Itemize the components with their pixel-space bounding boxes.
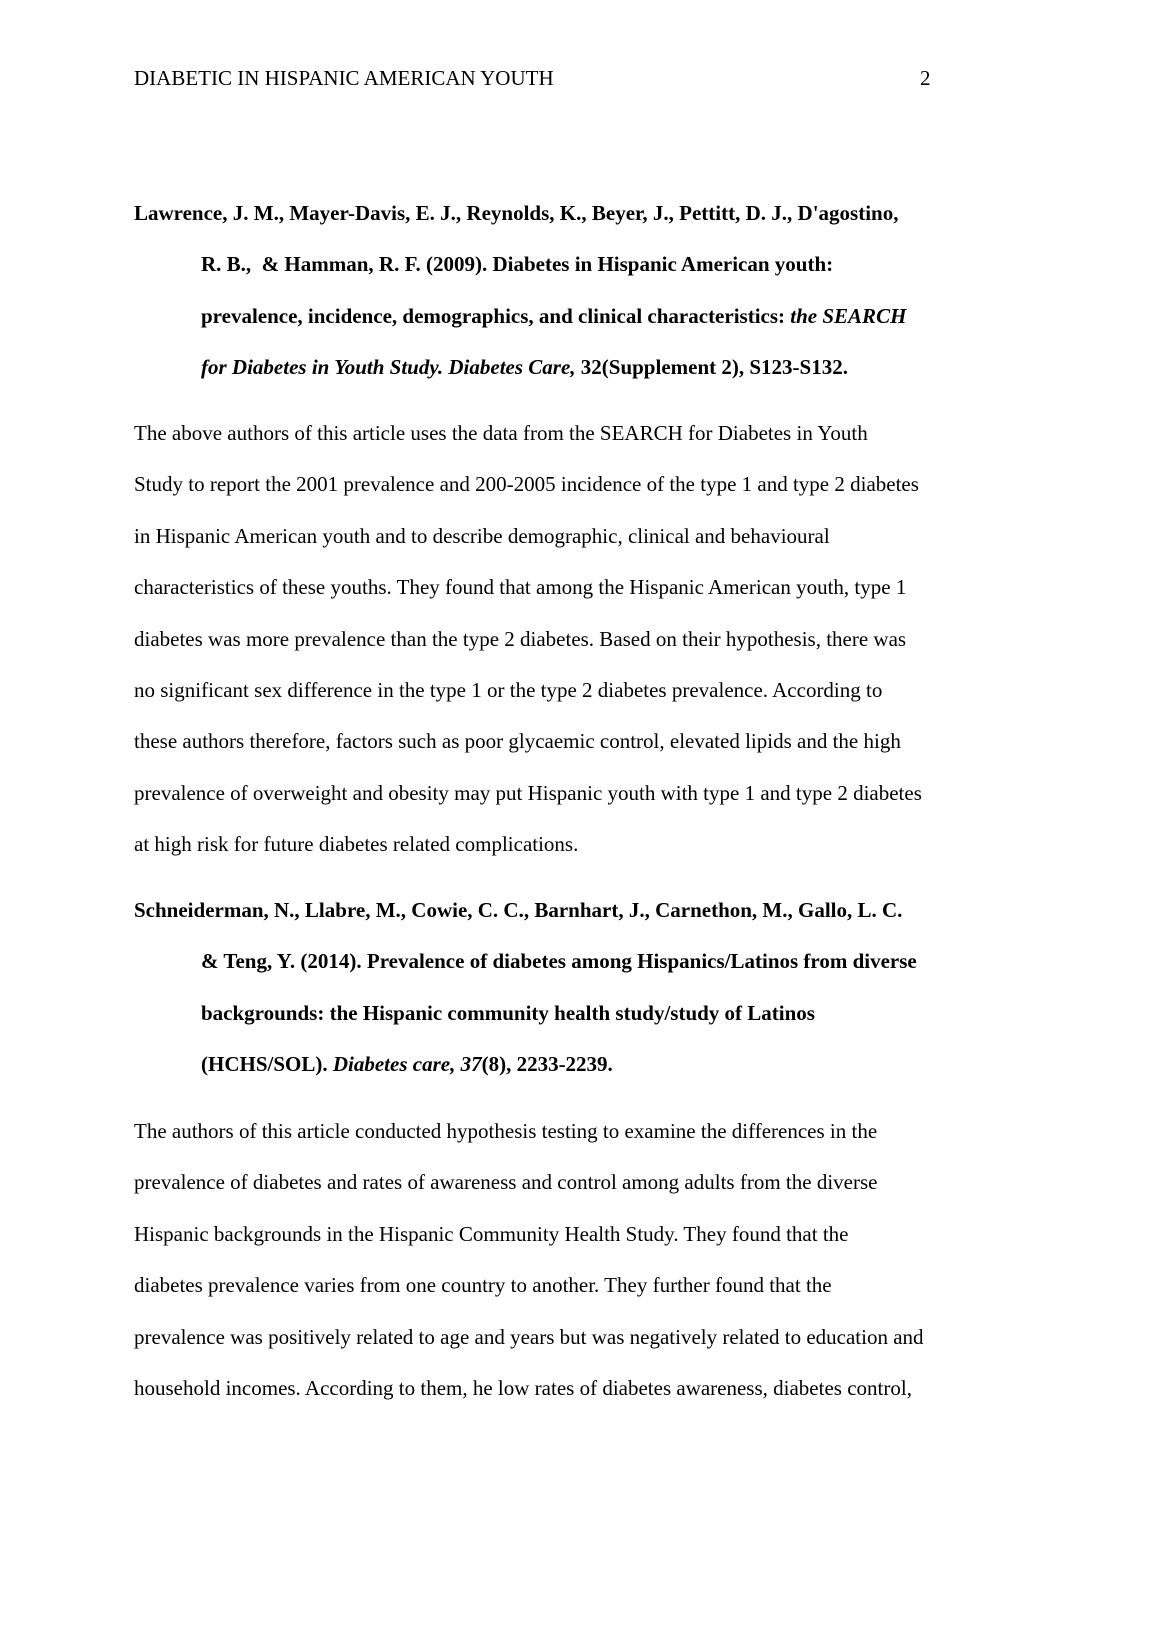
text-line xyxy=(134,885,1034,936)
text-line xyxy=(134,716,1034,767)
text-line xyxy=(134,342,1034,393)
text-line xyxy=(134,562,1034,613)
text-line xyxy=(134,511,1034,562)
running-head: DIABETIC IN HISPANIC AMERICAN YOUTH xyxy=(134,66,554,90)
text-span: prevalence was positively related to age and years but was negatively related to education and xyxy=(134,1324,924,1349)
text-line xyxy=(134,614,1034,665)
text-span: backgrounds: the Hispanic community health study/study of Latinos xyxy=(201,1000,815,1025)
text-line xyxy=(134,1039,1034,1090)
text-span: R. B., & Hamman, R. F. (2009). Diabetes in Hispanic American youth: xyxy=(201,252,834,277)
text-line xyxy=(134,408,1034,459)
italic-text: for Diabetes in Youth Study. Diabetes Care, xyxy=(201,355,576,380)
text-span: The authors of this article conducted hypothesis testing to examine the differences in the xyxy=(134,1119,878,1143)
text-line xyxy=(134,188,1034,239)
text-span: diabetes was more prevalence than the type 2 diabetes. Based on their hypothesis, there was xyxy=(134,626,907,651)
italic-text: Diabetes care, 37 xyxy=(332,1052,482,1077)
text-line xyxy=(134,988,1034,1039)
text-line xyxy=(134,1157,1034,1208)
text-span: no significant sex difference in the type 1 or the type 2 diabetes prevalence. According to xyxy=(134,677,883,702)
text-span: these authors therefore, factors such as poor glycaemic control, elevated lipids and the high xyxy=(134,729,901,754)
text-span: The above authors of this article uses the data from the SEARCH for Diabetes in Youth xyxy=(134,421,868,445)
text-span: 32(Supplement 2), S123-S132. xyxy=(575,355,848,380)
text-line xyxy=(134,459,1034,510)
reference-lawrence-2009 xyxy=(134,188,1034,394)
text-span: Schneiderman, N., Llabre, M., Cowie, C. C., Barnhart, J., Carnethon, M., Gallo, L. C. xyxy=(134,898,903,922)
text-span: (8), 2233-2239. xyxy=(481,1052,613,1077)
text-line xyxy=(134,768,1034,819)
text-span: & Teng, Y. (2014). Prevalence of diabetes among Hispanics/Latinos from diverse xyxy=(201,949,917,974)
text-span: prevalence of diabetes and rates of awareness and control among adults from the diverse xyxy=(134,1170,878,1195)
text-span: (HCHS/SOL). xyxy=(201,1052,333,1077)
summary-paragraph-lawrence xyxy=(134,408,1034,871)
reference-schneiderman-2014 xyxy=(134,885,1034,1091)
text-span: Study to report the 2001 prevalence and 200-2005 incidence of the type 1 and type 2 diabetes xyxy=(134,472,919,497)
text-line xyxy=(134,1312,1034,1363)
text-span: household incomes. According to them, he low rates of diabetes awareness, diabetes control, xyxy=(134,1375,912,1400)
page-number: 2 xyxy=(920,66,931,90)
text-line xyxy=(134,1363,1034,1414)
text-line xyxy=(134,819,1034,870)
text-line xyxy=(134,239,1034,290)
summary-paragraph-schneiderman xyxy=(134,1106,1034,1414)
text-span: characteristics of these youths. They found that among the Hispanic American youth, type 1 xyxy=(134,575,907,600)
italic-text: the SEARCH xyxy=(790,303,907,328)
text-span: at high risk for future diabetes related complications. xyxy=(134,832,579,857)
text-span: prevalence of overweight and obesity may put Hispanic youth with type 1 and type 2 diabetes xyxy=(134,780,922,805)
text-line xyxy=(134,665,1034,716)
text-line xyxy=(134,1209,1034,1260)
text-line xyxy=(134,936,1034,987)
text-span: in Hispanic American youth and to describe demographic, clinical and behavioural xyxy=(134,523,830,548)
text-line xyxy=(134,1260,1034,1311)
text-span: Hispanic backgrounds in the Hispanic Community Health Study. They found that the xyxy=(134,1221,849,1246)
text-span: prevalence, incidence, demographics, and clinical characteristics: xyxy=(201,303,791,328)
text-span: Lawrence, J. M., Mayer-Davis, E. J., Reynolds, K., Beyer, J., Pettitt, D. J., D'agostino, xyxy=(134,201,899,225)
text-span: diabetes prevalence varies from one country to another. They further found that the xyxy=(134,1273,832,1298)
text-line xyxy=(134,1106,1034,1157)
text-line xyxy=(134,291,1034,342)
